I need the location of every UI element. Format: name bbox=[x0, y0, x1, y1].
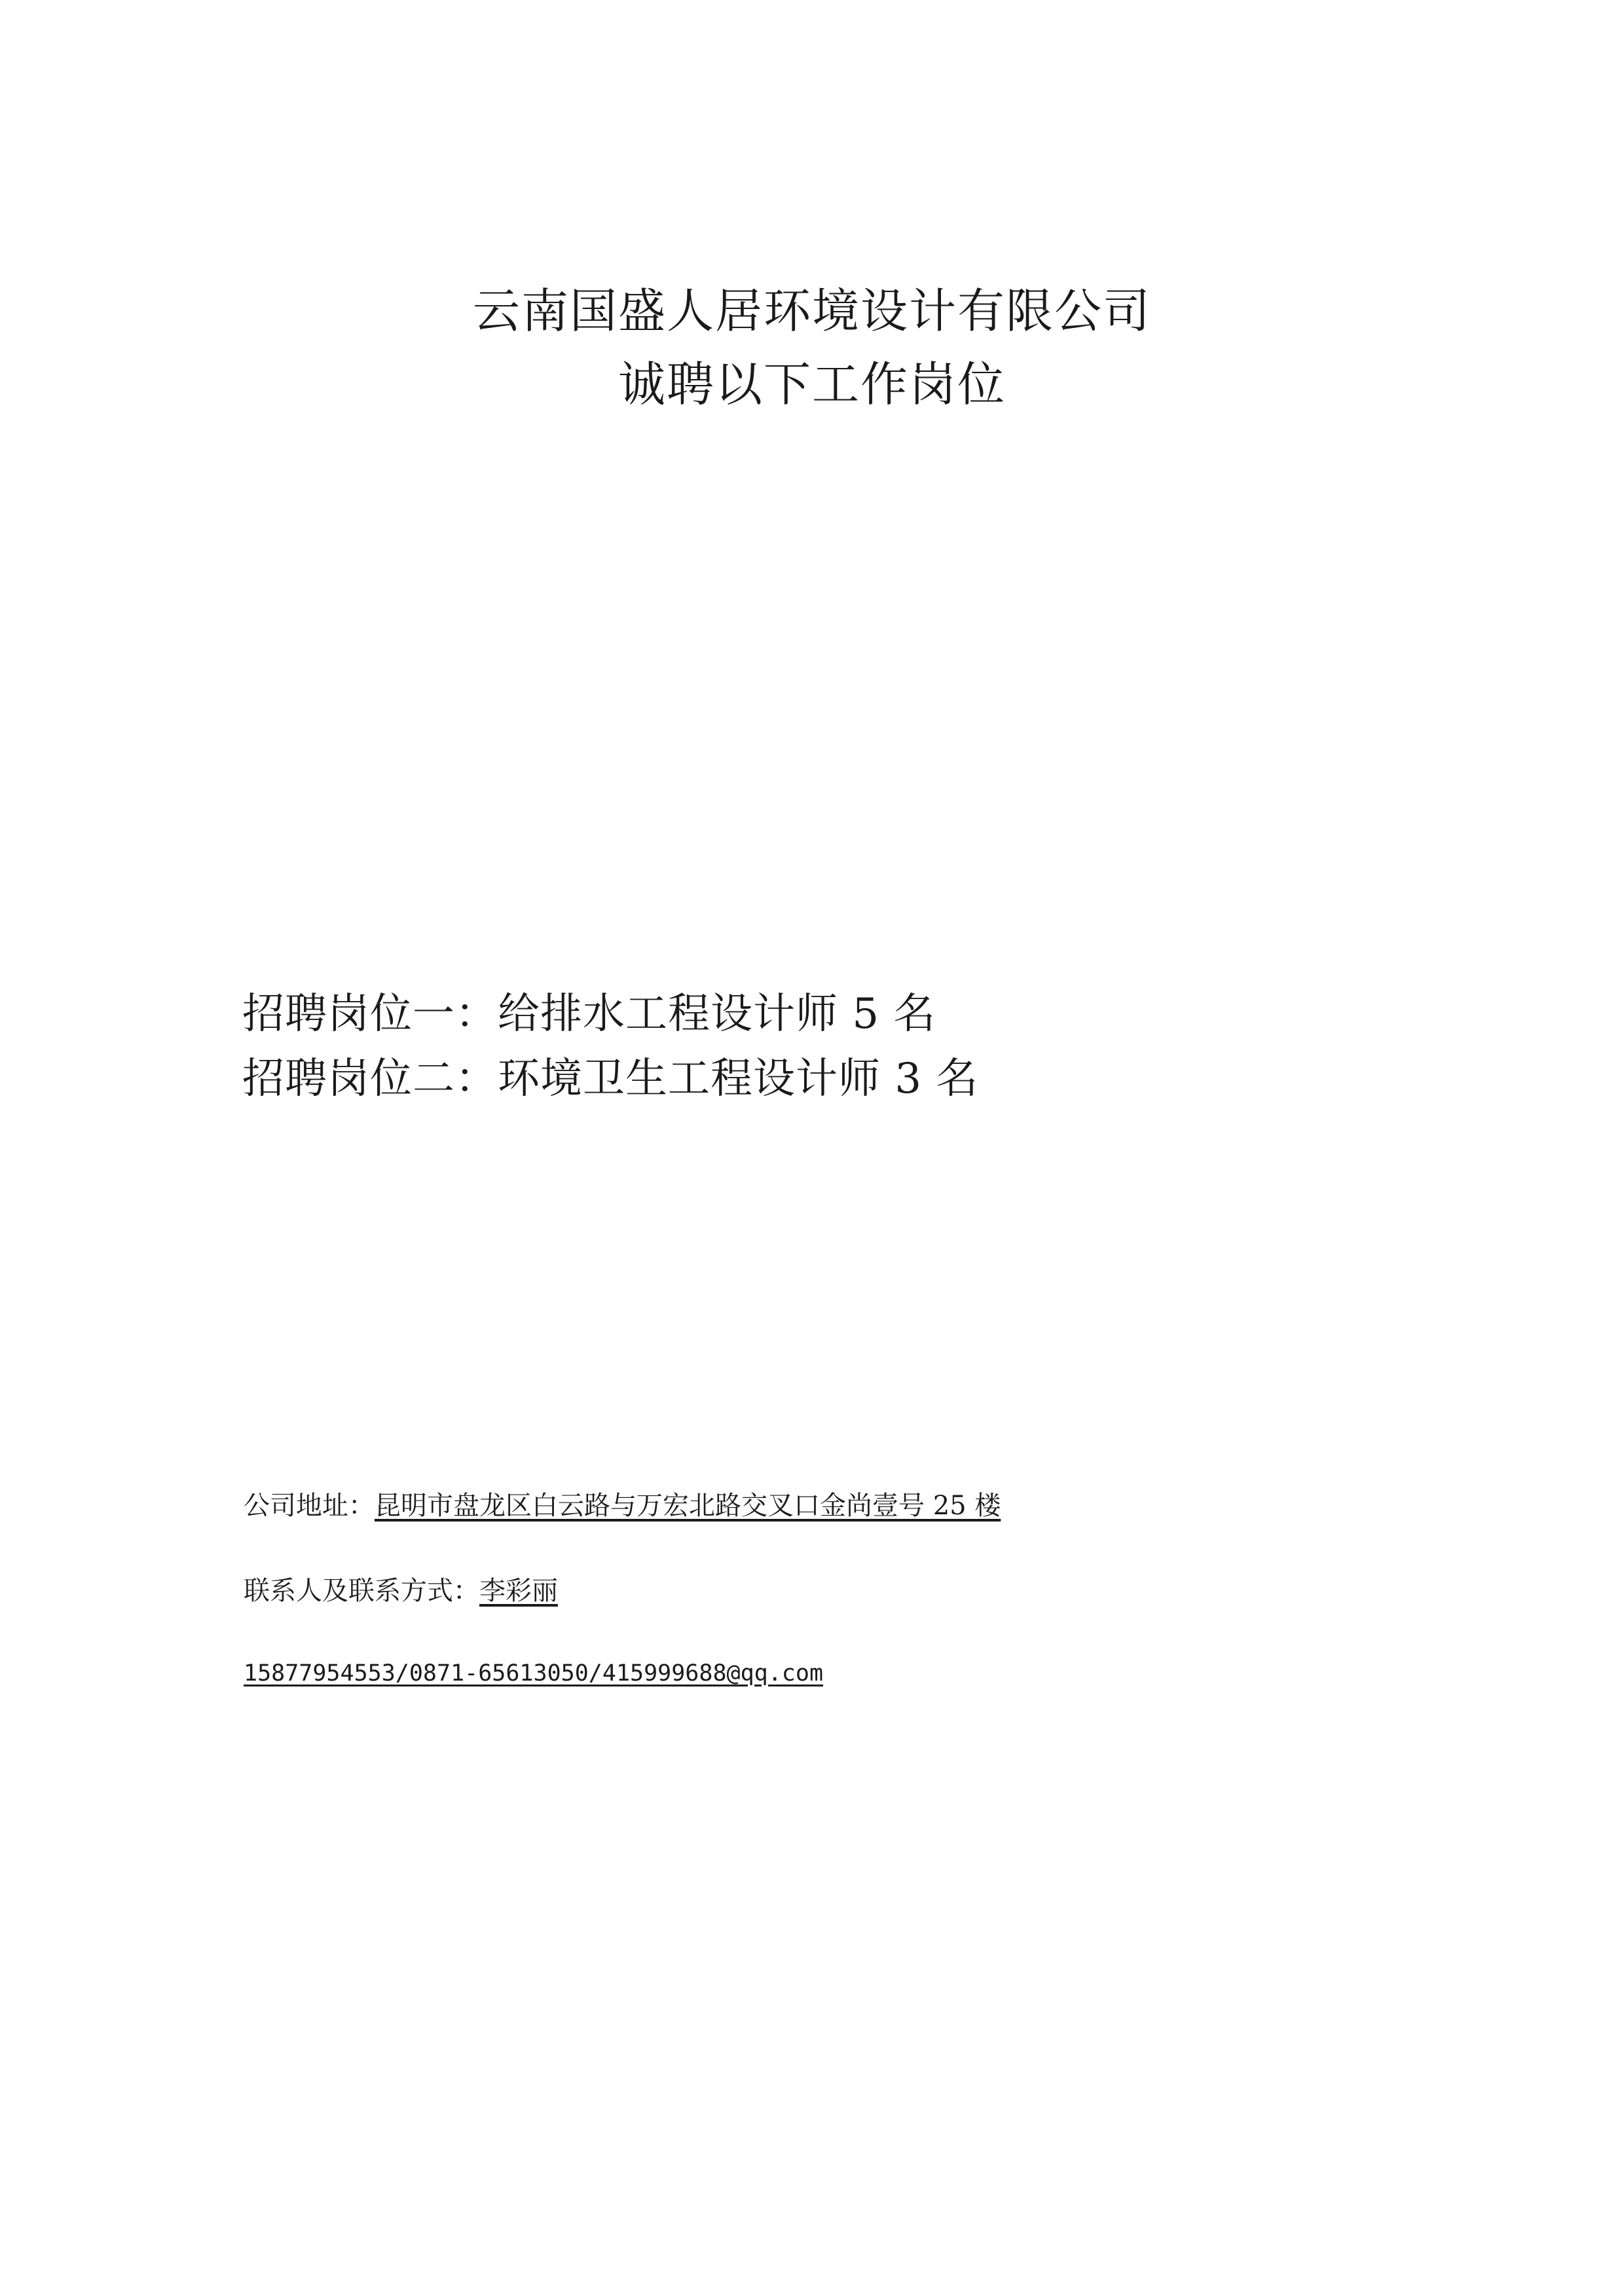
contact-person-row bbox=[244, 1571, 1488, 1611]
page-title-line-1: 云南国盛人居环境设计有限公司 bbox=[472, 283, 1151, 338]
contact-details-row bbox=[244, 1656, 1488, 1691]
position-item-1: 招聘岗位一：给排水工程设计师 5 名 bbox=[242, 990, 936, 1038]
company-address-row bbox=[244, 1486, 1488, 1525]
positions-list bbox=[242, 982, 1486, 1112]
contact-details-value: 15877954553/0871-65613050/415999688@qq.com bbox=[244, 1660, 824, 1686]
company-address-label: 公司地址： bbox=[244, 1491, 375, 1521]
contact-person-value: 李彩丽 bbox=[479, 1576, 558, 1606]
contact-block bbox=[244, 1486, 1488, 1737]
company-address-value: 昆明市盘龙区白云路与万宏北路交叉口金尚壹号 25 楼 bbox=[375, 1491, 1001, 1521]
position-item-2: 招聘岗位二：环境卫生工程设计师 3 名 bbox=[242, 1055, 979, 1104]
page-title-line-2: 诚聘以下工作岗位 bbox=[618, 356, 1006, 412]
contact-person-label: 联系人及联系方式： bbox=[244, 1576, 479, 1606]
document-title-block bbox=[0, 275, 1624, 421]
